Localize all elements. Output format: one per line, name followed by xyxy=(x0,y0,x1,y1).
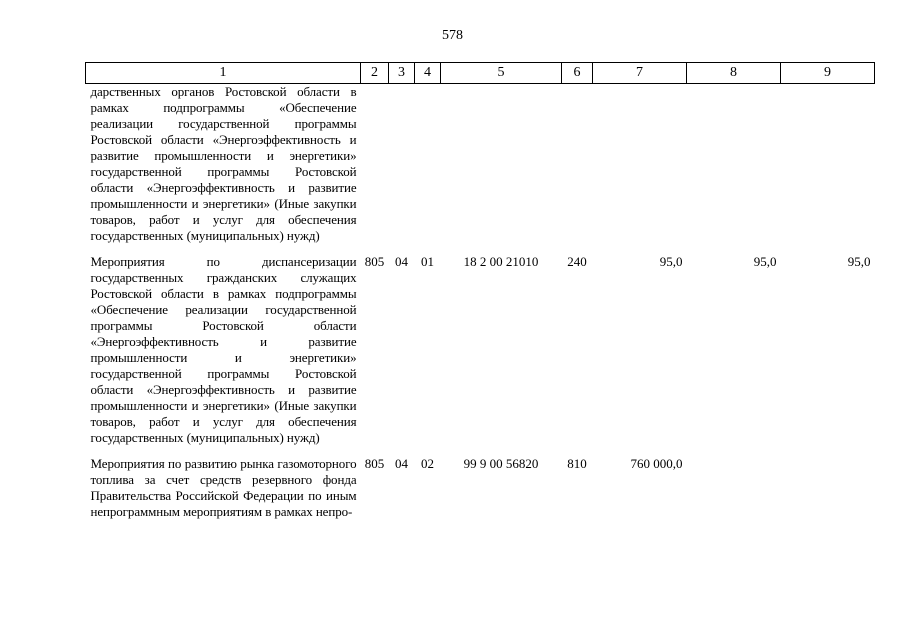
cell-amount-year1: 760 000,0 xyxy=(630,456,683,471)
page-number: 578 xyxy=(442,28,463,43)
cell-subsection: 02 xyxy=(421,456,434,471)
table-header-row xyxy=(86,63,875,84)
cell-expense-type: 810 xyxy=(567,456,587,471)
column-header: 3 xyxy=(389,63,415,84)
row-description: Мероприятия по развитию рынка газомоторного топлива за счет средств резервного фонда Правительства Российской Федерации по иным непрограммным мероприятиям в рамках непро- xyxy=(90,456,357,519)
cell-subsection: 01 xyxy=(421,254,434,269)
cell-amount-year2 xyxy=(687,446,781,520)
cell-amount-year1 xyxy=(593,84,687,245)
column-header: 4 xyxy=(415,63,441,84)
cell-amount-year3: 95,0 xyxy=(847,254,871,269)
cell-section: 04 xyxy=(395,254,408,269)
column-header: 6 xyxy=(562,63,593,84)
cell-ministry-code: 805 xyxy=(364,254,385,269)
cell-section xyxy=(389,84,415,245)
cell-amount-year3 xyxy=(781,84,875,245)
cell-section: 04 xyxy=(395,456,408,471)
budget-table xyxy=(85,62,875,520)
column-header: 9 xyxy=(781,63,875,84)
column-header: 8 xyxy=(687,63,781,84)
cell-ministry-code: 805 xyxy=(364,456,385,471)
cell-target-article: 18 2 00 21010 xyxy=(463,254,539,269)
cell-subsection xyxy=(415,84,441,245)
table-row xyxy=(86,244,875,446)
cell-target-article xyxy=(441,84,562,245)
column-header: 1 xyxy=(86,63,361,84)
cell-amount-year2 xyxy=(687,84,781,245)
table-row xyxy=(86,84,875,245)
cell-ministry-code xyxy=(361,84,389,245)
cell-expense-type xyxy=(562,84,593,245)
row-description: Мероприятия по диспансеризации государственных гражданских служащих Ростовской области в рамках подпрограммы «Обеспечение реализации государственной программы Ростовской области «Энергоэффективность и развитие промышленности и энергетики» государственной программы Ростовской области «Энергоэффективность и развитие промышленности и энергетики» (Иные закупки товаров, работ и услуг для обеспечения государственных (муниципальных) нужд) xyxy=(90,254,357,445)
row-description: дарственных органов Ростовской области в рамках подпрограммы «Обеспечение реализации государственной программы Ростовской области «Энергоэффективность и развитие промышленности и энергетики» государственной программы Ростовской области «Энергоэффективность и развитие промышленности и энергетики» (Иные закупки товаров, работ и услуг для обеспечения государственных (муниципальных) нужд) xyxy=(90,84,357,243)
table-row xyxy=(86,446,875,520)
column-header: 5 xyxy=(441,63,562,84)
column-header: 2 xyxy=(361,63,389,84)
cell-expense-type: 240 xyxy=(567,254,587,269)
cell-target-article: 99 9 00 56820 xyxy=(463,456,539,471)
column-header: 7 xyxy=(593,63,687,84)
cell-amount-year1: 95,0 xyxy=(659,254,683,269)
cell-amount-year3 xyxy=(781,446,875,520)
cell-amount-year2: 95,0 xyxy=(753,254,777,269)
